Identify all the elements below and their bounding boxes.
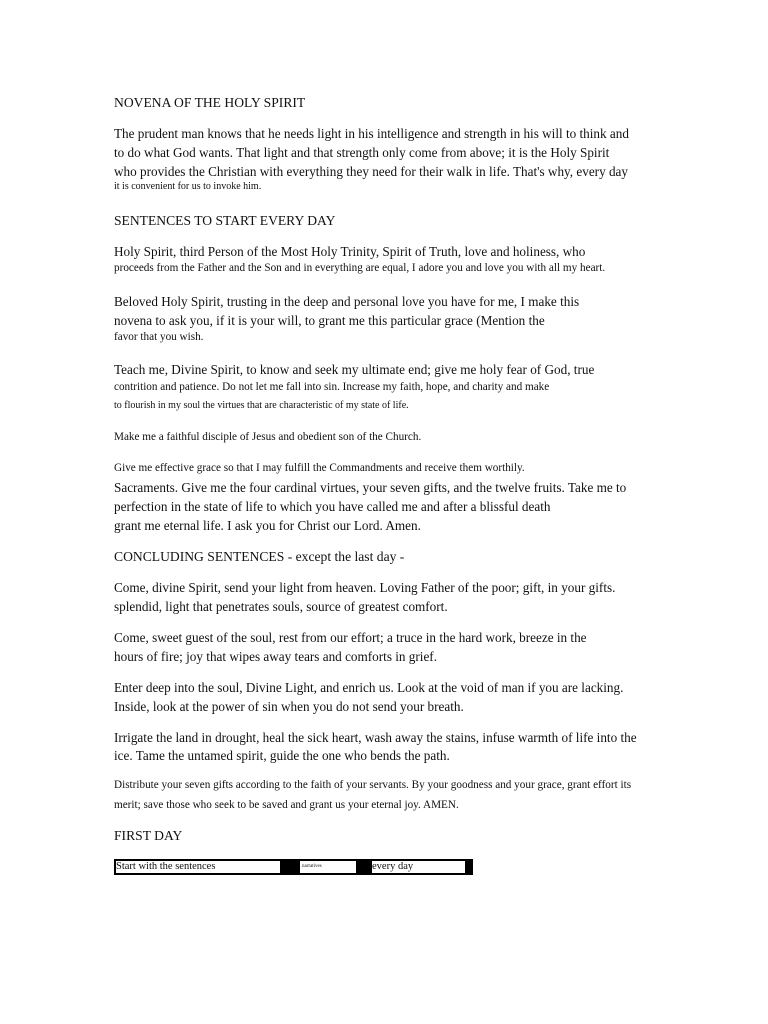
c1-line-1: Come, divine Spirit, send your light from heaven. Loving Father of the poor; gift, in your gifts. [114, 580, 616, 595]
heading-start: SENTENCES TO START EVERY DAY [114, 213, 336, 228]
c1-line-2: splendid, light that penetrates souls, source of greatest comfort. [114, 599, 448, 614]
c3-line-1: Enter deep into the soul, Divine Light, and enrich us. Look at the void of man if you are lacking. [114, 680, 624, 695]
intro-line-2: to do what God wants. That light and that strength only come from above; it is the Holy Spirit [114, 145, 610, 160]
p2-line-3: favor that you wish. [114, 331, 204, 343]
intro-line-3: who provides the Christian with everything they need for their walk in life. That's why, every day [114, 164, 628, 179]
p5-line-1: Give me effective grace so that I may fulfill the Commandments and receive them worthily. [114, 462, 525, 474]
instruction-cell-narratives: narratives [300, 861, 356, 873]
p1-line-1: Holy Spirit, third Person of the Most Holy Trinity, Spirit of Truth, love and holiness, who [114, 244, 586, 259]
intro-line-1: The prudent man knows that he needs light in his intelligence and strength in his will to think and [114, 126, 629, 141]
c2-line-2: hours of fire; joy that wipes away tears and comforts in grief. [114, 649, 437, 664]
c4-line-1: Irrigate the land in drought, heal the sick heart, wash away the stains, infuse warmth of life into the [114, 730, 637, 745]
intro-line-4: it is convenient for us to invoke him. [114, 181, 262, 192]
c3-line-2: Inside, look at the power of sin when you do not send your breath. [114, 699, 464, 714]
instruction-cell-every-day: every day [372, 861, 465, 873]
p3-line-2: contrition and patience. Do not let me fall into sin. Increase my faith, hope, and charity and make [114, 381, 550, 393]
c4-line-2: ice. Tame the untamed spirit, guide the one who bends the path. [114, 748, 450, 763]
c5-line-2: merit; save those who seek to be saved and grant us your eternal joy. AMEN. [114, 799, 459, 811]
p2-line-1: Beloved Holy Spirit, trusting in the deep and personal love you have for me, I make this [114, 294, 580, 309]
p3-line-3: to flourish in my soul the virtues that are characteristic of my state of life. [114, 400, 409, 411]
p2-line-2: novena to ask you, if it is your will, to grant me this particular grace (Mention the [114, 313, 545, 328]
p1-line-2: proceeds from the Father and the Son and in everything are equal, I adore you and love you with all my heart. [114, 262, 606, 274]
heading-concluding: CONCLUDING SENTENCES - except the last day - [114, 549, 405, 564]
p5-line-3: perfection in the state of life to which you have called me and after a blissful death [114, 499, 551, 514]
instruction-cell-start: Start with the sentences [116, 861, 280, 873]
c5-line-1: Distribute your seven gifts according to the faith of your servants. By your goodness and your grace, grant effort its [114, 779, 632, 791]
p3-line-1: Teach me, Divine Spirit, to know and seek my ultimate end; give me holy fear of God, true [114, 362, 595, 377]
instruction-bar [114, 859, 473, 875]
document-title: NOVENA OF THE HOLY SPIRIT [114, 95, 306, 110]
heading-first-day: FIRST DAY [114, 828, 183, 843]
p4-line-1: Make me a faithful disciple of Jesus and obedient son of the Church. [114, 431, 422, 443]
p5-line-2: Sacraments. Give me the four cardinal virtues, your seven gifts, and the twelve fruits. Take me to [114, 480, 627, 495]
p5-line-4: grant me eternal life. I ask you for Christ our Lord. Amen. [114, 518, 421, 533]
c2-line-1: Come, sweet guest of the soul, rest from our effort; a truce in the hard work, breeze in the [114, 630, 587, 645]
